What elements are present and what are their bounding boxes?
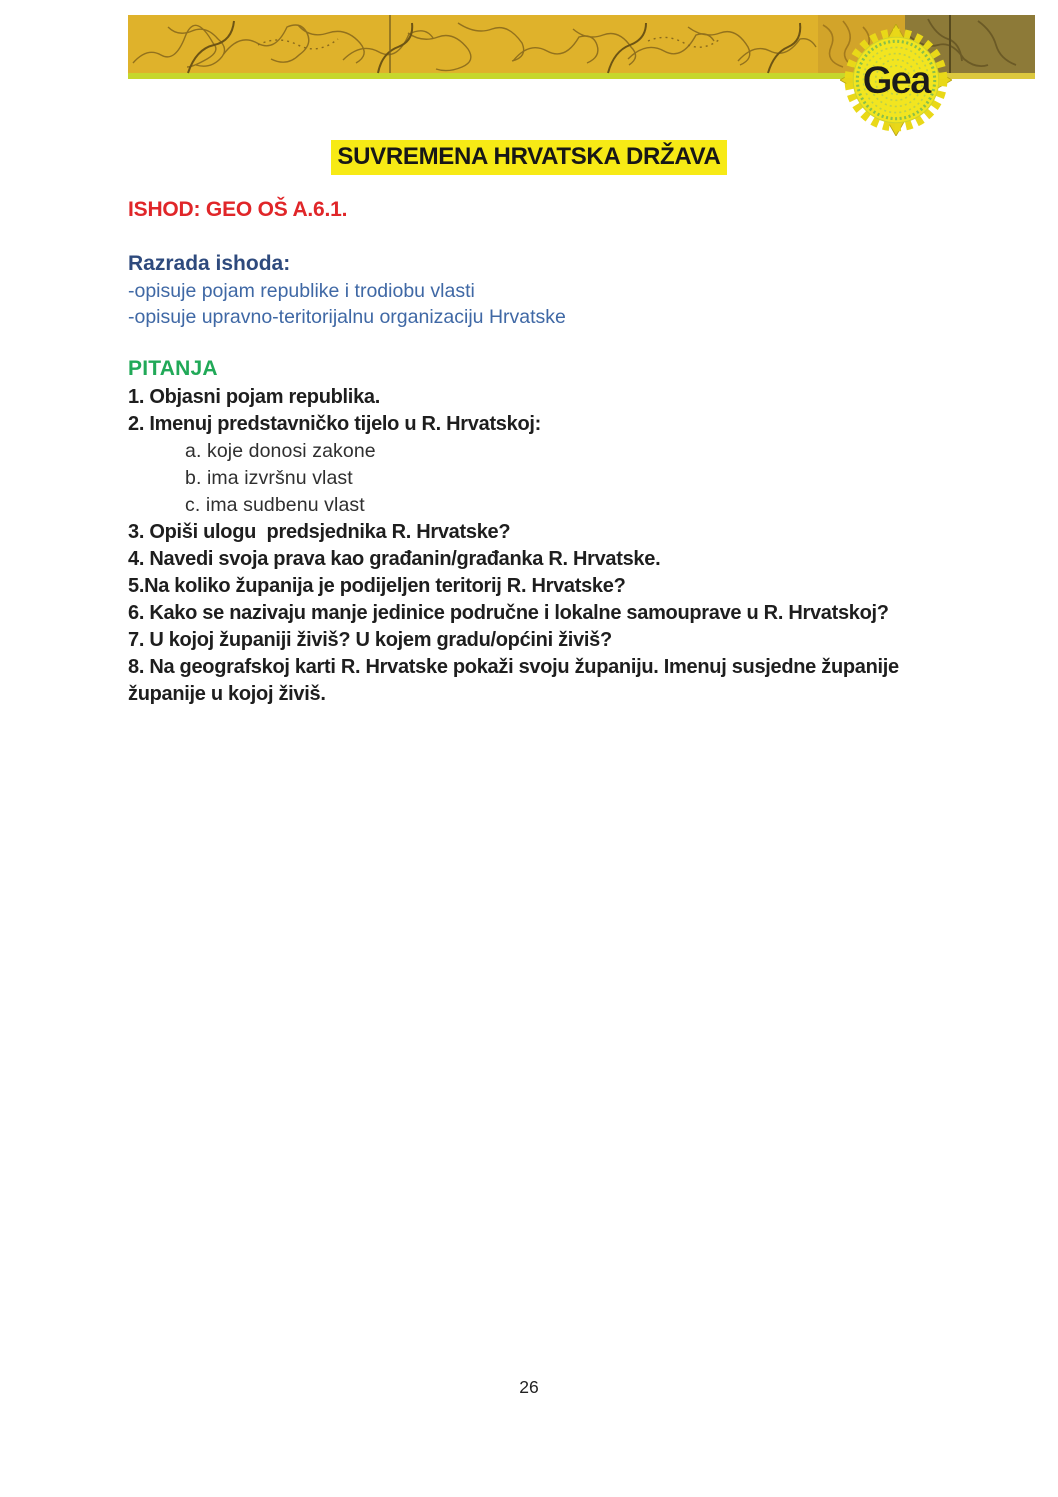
ishod-heading: ISHOD: GEO OŠ A.6.1. [128, 198, 348, 221]
question-subitem: c. ima sudbenu vlast [185, 494, 365, 516]
questions-list [128, 384, 976, 708]
page-title: SUVREMENA HRVATSKA DRŽAVA [331, 140, 726, 175]
question-line: 8. Na geografskoj karti R. Hrvatske pokaži svoju županiju. Imenuj susjedne županije županije u kojoj živiš. [128, 656, 905, 705]
razrada-item: -opisuje pojam republike i trodiobu vlasti [128, 279, 475, 302]
razrada-section [128, 251, 566, 331]
question-line: 5.Na koliko županija je podijeljen teritorij R. Hrvatske? [128, 575, 626, 597]
razrada-item: -opisuje upravno-teritorijalnu organizaciju Hrvatske [128, 306, 566, 328]
question-line: 1. Objasni pojam republika. [128, 386, 380, 408]
question-line: 2. Imenuj predstavničko tijelo u R. Hrvatskoj: [128, 413, 541, 435]
pitanja-heading: PITANJA [128, 357, 218, 380]
question-subitem: a. koje donosi zakone [185, 440, 376, 462]
question-line: 7. U kojoj županiji živiš? U kojem gradu/općini živiš? [128, 629, 612, 651]
question-line: 4. Navedi svoja prava kao građanin/građanka R. Hrvatske. [128, 548, 661, 570]
title-row [0, 140, 1058, 175]
gea-logo-text: Gea [862, 59, 930, 103]
question-line: 6. Kako se nazivaju manje jedinice područne i lokalne samouprave u R. Hrvatskoj? [128, 602, 889, 624]
page-number: 26 [519, 1377, 539, 1397]
gea-logo [840, 24, 952, 136]
question-line: 3. Opiši ulogu predsjednika R. Hrvatske? [128, 521, 511, 543]
question-subitem: b. ima izvršnu vlast [185, 467, 353, 489]
razrada-heading: Razrada ishoda: [128, 252, 291, 275]
